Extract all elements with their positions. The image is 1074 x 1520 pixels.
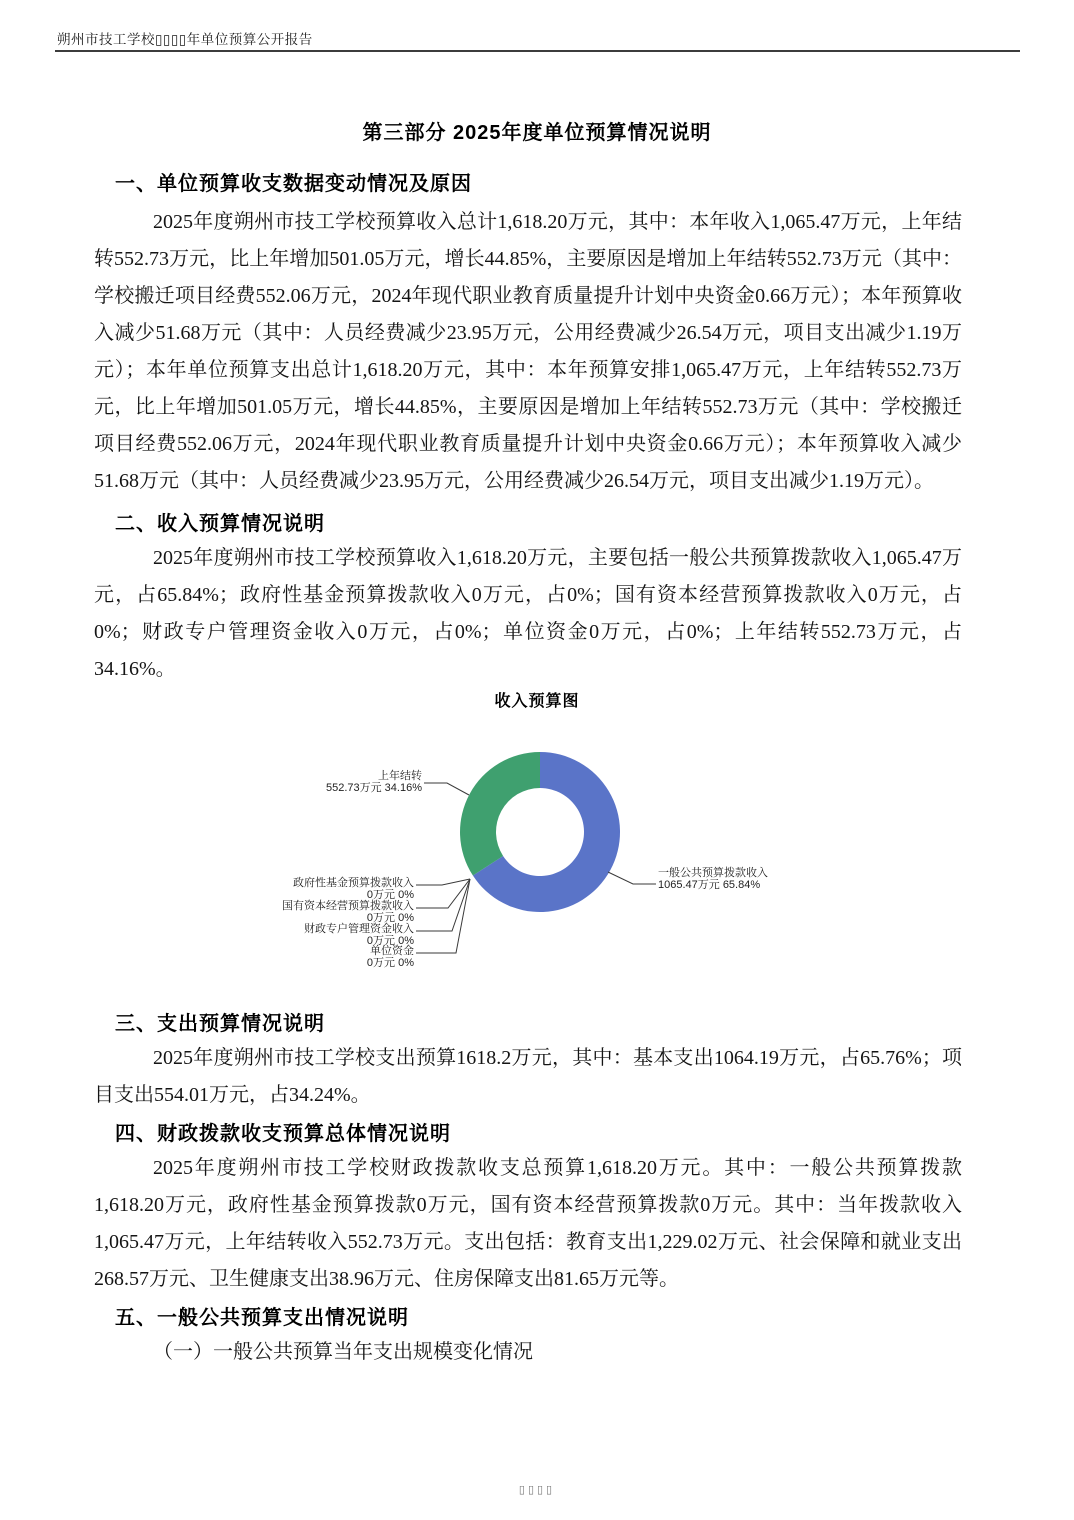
chart-label-value: 0万元 0% [366,957,414,969]
section-heading-2: 二、收入预算情况说明 [115,513,325,535]
chart-label-value: 0万元 0% [366,889,414,901]
section-paragraph-1: 2025年度朔州市技工学校预算收入总计1,618.20万元，其中：本年收入1,065.47万元，上年结转552.73万元，比上年增加501.05万元，增长44.85%，主要原因是增加上年结转552.73万元（其中：学校搬迁项目经费552.06万元，2024年现代职业教育质量提升计划中央资金0.66万元）；本年预算收入减少51.68万元（其中：人员经费减少23.95万元，公用经费减少26.54万元，项目支出减少1.19万元）；本年单位预算支出总计1,618.20万元，其中：本年预算安排1,065.47万元，上年结转552.73万元，比上年增加501.05万元，增长44.85%，主要原因是增加上年结转552.73万元（其中：学校搬迁项目经费552.06万元，2024年现代职业教育质量提升计划中央资金0.66万元）；本年预算收入减少51.68万元（其中：人员经费减少23.95万元，公用经费减少26.54万元，项目支出减少1.19万元）。 [94,211,962,492]
section-paragraph-3: 2025年度朔州市技工学校支出预算1618.2万元，其中：基本支出1064.19万元，占65.76%；项目支出554.01万元，占34.24%。 [94,1047,962,1106]
chart-label-prev-year-carryover [230,770,422,794]
section-heading-3: 三、支出预算情况说明 [115,1013,325,1035]
page-header: 朔州市技工学校▯▯▯▯年单位预算公开报告 [57,32,313,47]
income-budget-chart [0,688,1074,1008]
page-title: 第三部分 2025年度单位预算情况说明 [362,122,712,144]
header-rule [55,50,1020,52]
section-paragraph-5: （一）一般公共预算当年支出规模变化情况 [153,1341,533,1363]
chart-label-name: 财政专户管理资金收入 [304,923,414,935]
chart-title: 收入预算图 [494,693,580,710]
chart-label-state-capital [150,900,414,924]
chart-label-fiscal-account [150,923,414,947]
chart-label-name: 上年结转 [378,770,422,782]
document-body [0,120,1074,1371]
section-paragraph-2: 2025年度朔州市技工学校预算收入1,618.20万元，主要包括一般公共预算拨款收入1,065.47万元，占65.84%；政府性基金预算拨款收入0万元，占0%；国有资本经营预算拨款收入0万元，占0%；财政专户管理资金收入0万元，占0%；单位资金0万元，占0%；上年结转552.73万元，占34.16%。 [94,547,962,680]
leader-line-general-public [608,872,656,884]
chart-label-gov-fund [150,877,414,901]
section-heading-4: 四、财政拨款收支预算总体情况说明 [115,1123,451,1145]
page-footer: ▯▯▯▯ [518,1484,556,1496]
chart-label-name: 政府性基金预算拨款收入 [293,877,414,889]
chart-label-value: 1065.47万元 65.84% [658,879,761,891]
chart-label-name: 国有资本经营预算拨款收入 [282,900,414,912]
pie-slice-prev-year-carryover [460,752,540,876]
chart-label-value: 552.73万元 34.16% [325,782,422,794]
chart-label-value: 0万元 0% [366,912,414,924]
section-heading-1: 一、单位预算收支数据变动情况及原因 [115,173,472,195]
leader-line-gov-fund [416,879,470,885]
chart-label-value: 0万元 0% [366,935,414,947]
chart-label-general-public-budget [658,867,888,891]
chart-label-unit-fund [150,945,414,969]
section-paragraph-4: 2025年度朔州市技工学校财政拨款收支总预算1,618.20万元。其中：一般公共预算拨款1,618.20万元，政府性基金预算拨款0万元，国有资本经营预算拨款0万元。其中：当年拨款收入1,065.47万元，上年结转收入552.73万元。支出包括：教育支出1,229.02万元、社会保障和就业支出268.57万元、卫生健康支出38.96万元、住房保障支出81.65万元等。 [94,1157,962,1290]
chart-label-name: 单位资金 [370,945,414,957]
chart-label-name: 一般公共预算拨款收入 [658,867,768,879]
section-heading-5: 五、一般公共预算支出情况说明 [115,1307,409,1329]
leader-line-prev-year [424,783,469,795]
